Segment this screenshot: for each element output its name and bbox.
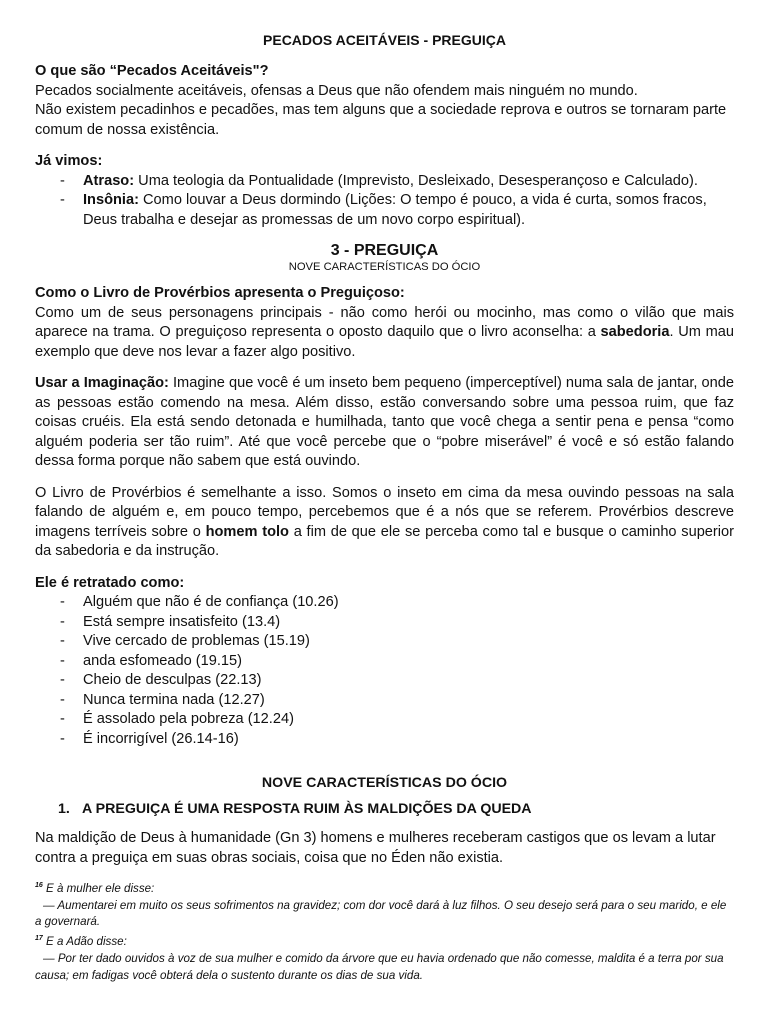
item-text: Como louvar a Deus dormindo (Lições: O tempo é pouco, a vida é curta, somos fracos, Deus trabalha e desejar as promessas de um novo corpo espiritual). xyxy=(83,192,707,228)
section-title: 3 - PREGUIÇA xyxy=(330,242,439,259)
imagination-paragraph xyxy=(35,374,734,472)
footnotes xyxy=(35,878,734,985)
footnote-quote: — Por ter dado ouvidos à voz de sua mulher e comido da árvore que eu havia ordenado que não comesse, maldita é a terra por sua causa; em fadigas você obterá dela o sustento durante os dias de sua vida. xyxy=(35,951,724,982)
portrayed-heading: Ele é retratado como: xyxy=(35,574,185,591)
list-item: - Alguém que não é de confiança (10.26) xyxy=(60,593,734,613)
list-item: - É assolado pela pobreza (12.24) xyxy=(60,710,734,730)
list-item: - Cheio de desculpas (22.13) xyxy=(60,671,734,691)
seen-list xyxy=(35,172,734,231)
footnote-16-text xyxy=(35,898,734,932)
text-run: . Um mau exemplo que deve nos levar a fazer algo positivo. xyxy=(35,324,734,360)
list-item: - É incorrigível (26.14-16) xyxy=(60,730,734,750)
portrayed-list xyxy=(35,593,734,749)
footnote-16 xyxy=(35,878,734,898)
list-item: - anda esfomeado (19.15) xyxy=(60,652,734,672)
verse-number: 16 xyxy=(35,882,43,889)
proverbs-heading: Como o Livro de Provérbios apresenta o Preguiçoso: xyxy=(35,285,405,301)
item-label: Atraso: xyxy=(83,172,135,189)
footnote-17-text xyxy=(35,951,734,985)
intro-question: O que são “Pecados Aceitáveis"? xyxy=(35,63,269,79)
text-run: O Livro de Provérbios é semelhante a isso. Somos o inseto em cima da mesa ouvindo pessoas na sala falando de alguém e, em pouco tempo, percebemos que é a nós que se referem. Provérbios descreve imagens terríveis sobre o xyxy=(35,484,734,540)
list-item: - Nunca termina nada (12.27) xyxy=(60,691,734,711)
verse-number: 17 xyxy=(35,935,43,943)
heading-text: A PREGUIÇA É UMA RESPOSTA RUIM ÀS MALDIÇÕES DA QUEDA xyxy=(82,801,532,817)
footnote-17 xyxy=(35,931,734,951)
book-paragraph xyxy=(35,484,734,562)
intro-line-2: Não existem pecadinhos e pecadões, mas tem alguns que a sociedade reprova e outros se tornaram parte comum de nossa existência. xyxy=(35,102,727,138)
numbered-heading xyxy=(35,801,734,817)
proverbs-paragraph xyxy=(35,304,734,363)
intro-line-1: Pecados socialmente aceitáveis, ofensas a Deus que não ofendem mais ninguém no mundo. xyxy=(35,82,638,99)
list-item: - Vive cercado de problemas (15.19) xyxy=(60,632,734,652)
list-item xyxy=(60,191,734,230)
bold-run: homem tolo xyxy=(205,523,289,540)
section-header xyxy=(35,242,734,274)
nine-heading: NOVE CARACTERÍSTICAS DO ÓCIO xyxy=(261,775,508,791)
text-run: Como um de seus personagens principais - não como herói ou mocinho, mas como o vilão que mais aparece na trama. O preguiçoso representa o oposto daquilo que o livro aconselha: a xyxy=(35,304,734,340)
footnote-intro: E a Adão disse: xyxy=(42,935,127,949)
list-item xyxy=(60,172,734,192)
text-run: Imagine que você é um inseto bem pequeno (imperceptível) numa sala de jantar, onde as pessoas estão comendo na mesa. Além disso, estão conversando sobre uma pessoa ruim, que faz coisas cruéis. Ela está sendo detonada e humilhada, tanto que você chega a sentir pena e pensa “como alguém poderia ser tão ruim”. Até que você percebe que o “pobre miserável” é você e só estão falando dessa forma porque não sabem que está ouvindo. xyxy=(35,375,734,469)
section-subtitle: NOVE CARACTERÍSTICAS DO ÓCIO xyxy=(288,261,481,273)
footnote-quote: — Aumentarei em muito os seus sofrimentos na gravidez; com dor você dará à luz filhos. O seu desejo será para o seu marido, e ele a governará. xyxy=(35,898,727,929)
footnote-intro: E à mulher ele disse: xyxy=(42,881,155,895)
bold-run: sabedoria xyxy=(600,324,670,340)
item-text: Uma teologia da Pontualidade (Imprevisto, Desleixado, Desesperançoso e Calculado). xyxy=(134,172,698,189)
seen-heading: Já vimos: xyxy=(35,153,103,169)
list-item: - Está sempre insatisfeito (13.4) xyxy=(60,613,734,633)
text-run: a fim de que ele se perceba como tal e busque o caminho superior da sabedoria e da instrução. xyxy=(35,523,735,559)
page-title: PECADOS ACEITÁVEIS - PREGUIÇA xyxy=(263,32,506,48)
heading-number: 1. xyxy=(58,801,70,817)
curse-paragraph: Na maldição de Deus à humanidade (Gn 3) homens e mulheres receberam castigos que os levam a lutar contra a preguiça em suas obras sociais, coisa que no Éden não existia. xyxy=(35,830,716,866)
paragraph-label: Usar a Imaginação: xyxy=(35,375,169,391)
item-label: Insônia: xyxy=(83,192,139,208)
